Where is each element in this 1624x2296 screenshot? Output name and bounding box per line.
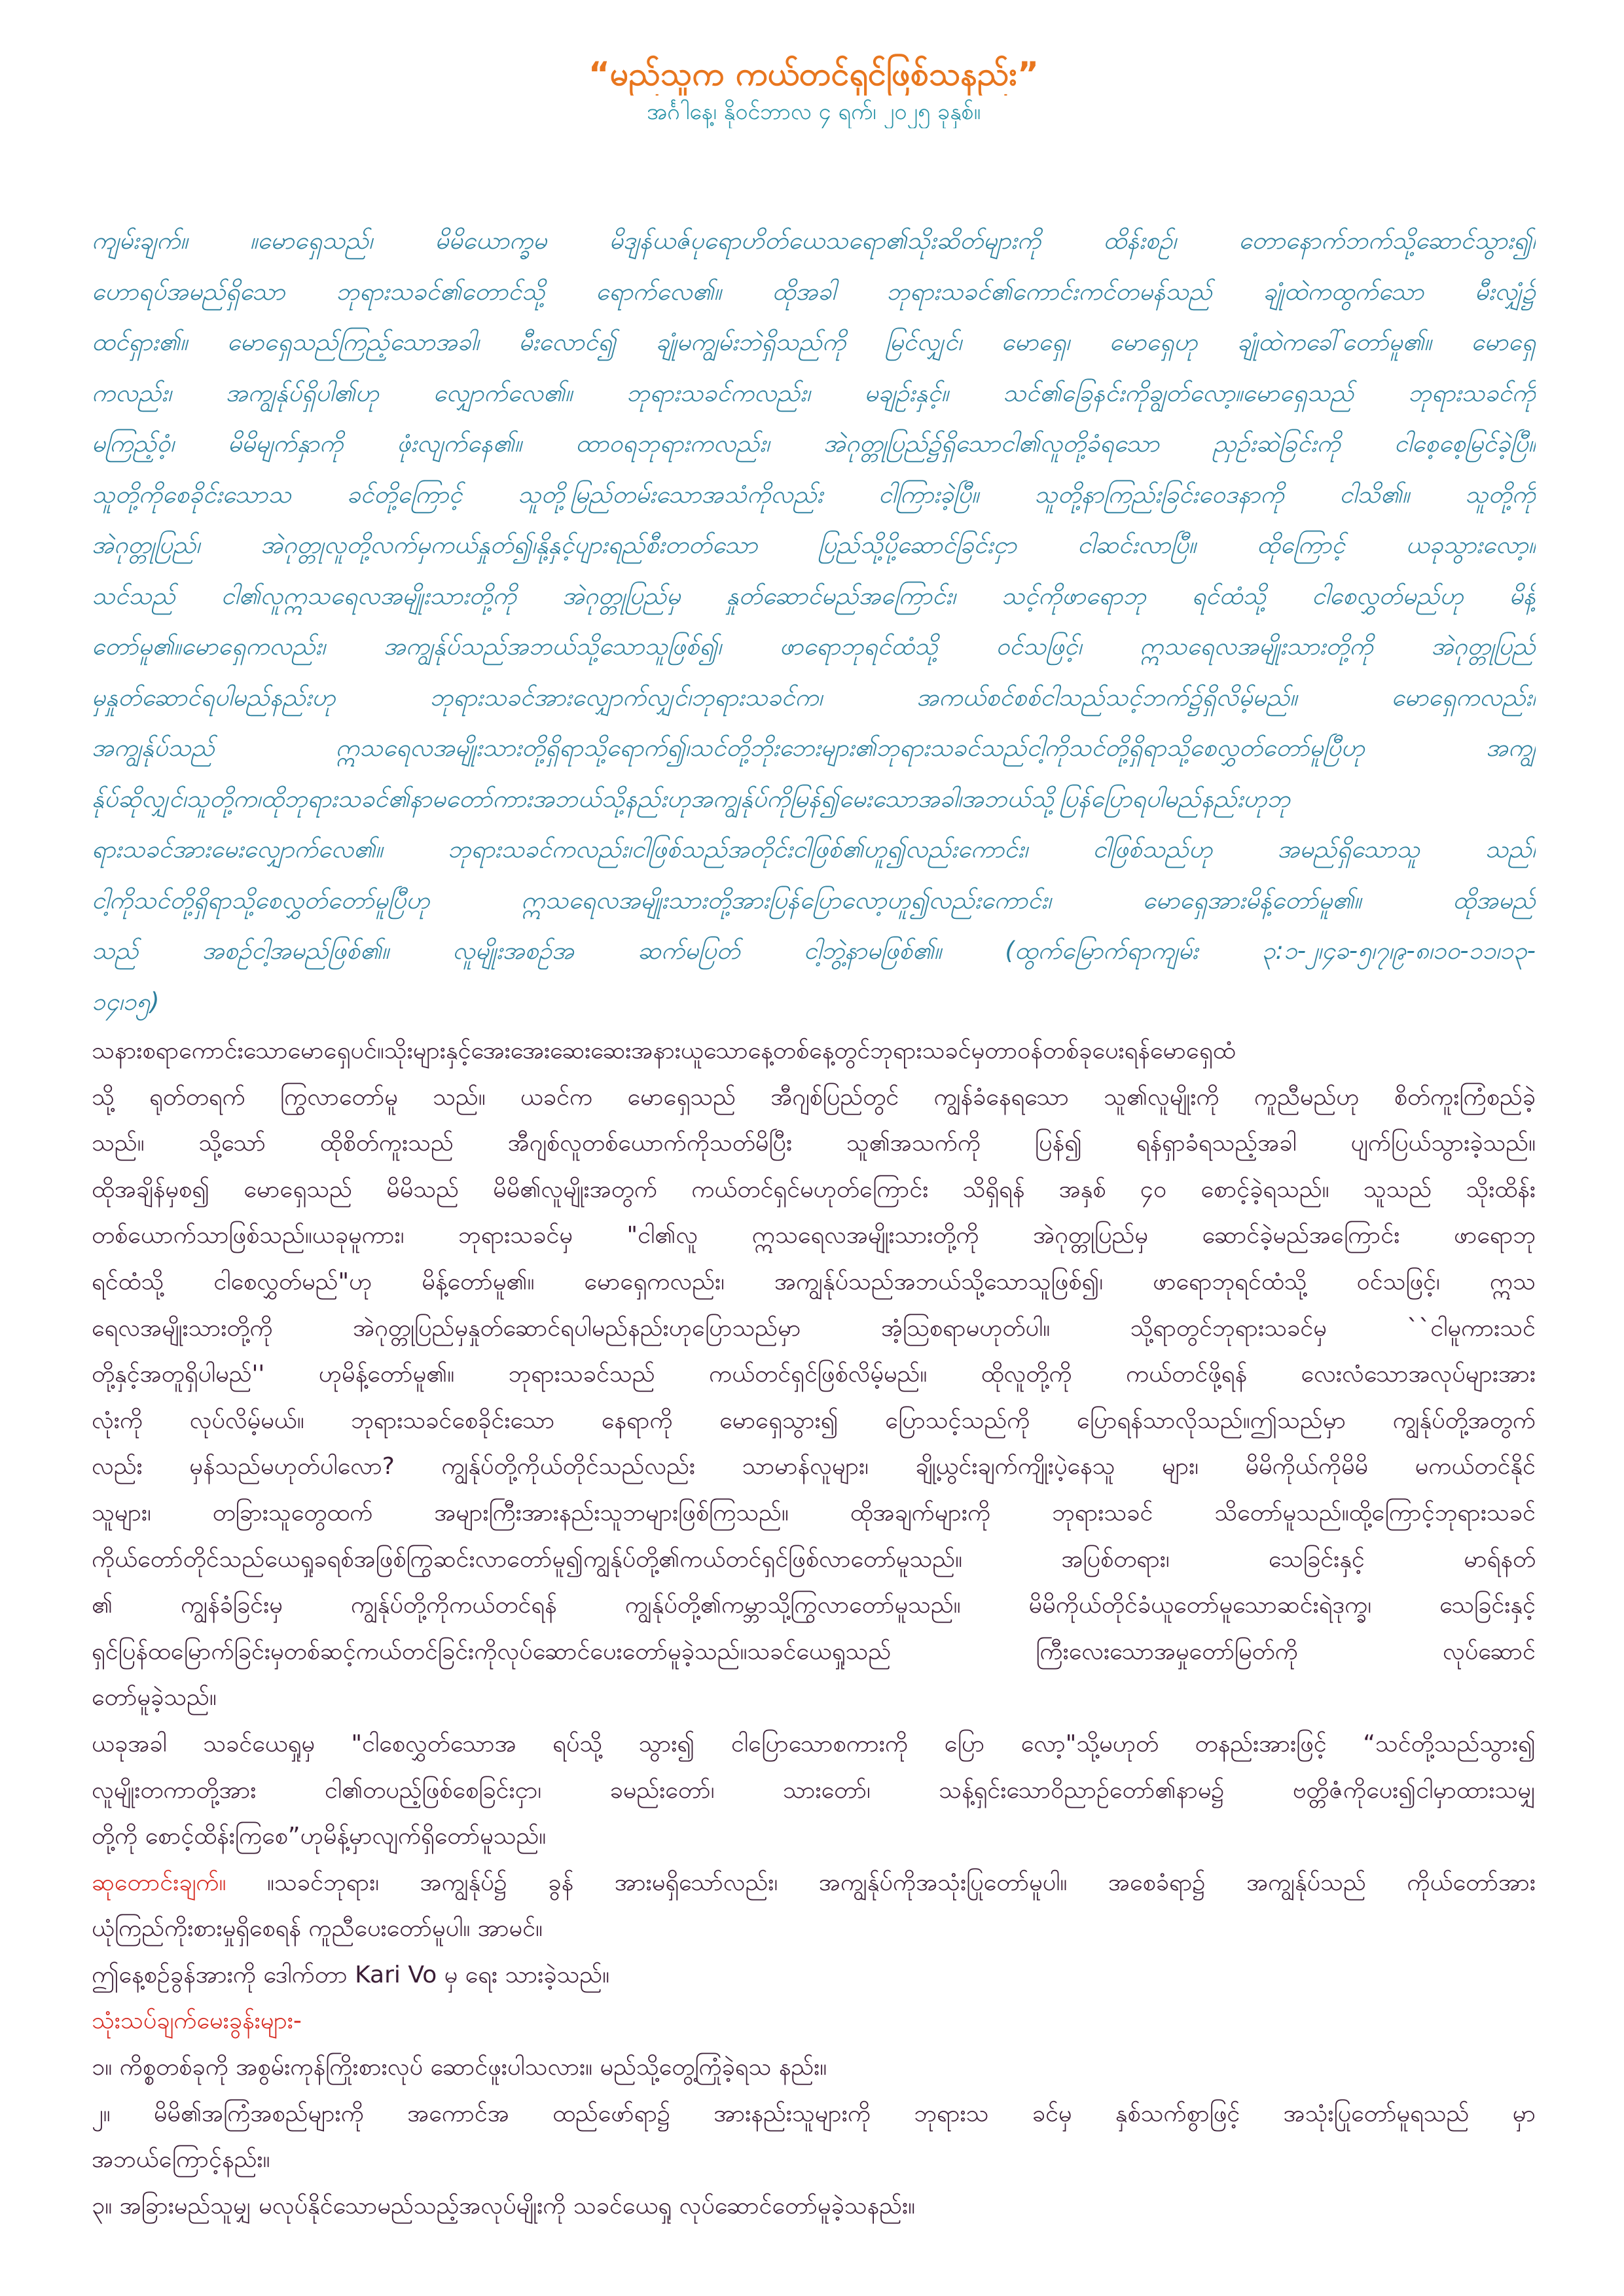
paragraph-1-line: ရင်ထံသို့ ငါစေလွှတ်မည်"ဟု မိန့်တော်မူ၏။ မောရှေကလည်း၊ အကျွန်ုပ်သည်အဘယ်သို့သောသူဖြစ်၍၊ ဖာရောဘုရင်ထံသို့ ဝင်သဖြင့်၊ ဣသ — [92, 1268, 1536, 1295]
prayer-line — [92, 1860, 1536, 1907]
questions-heading: သုံးသပ်ချက်မေးခွန်းများ- — [92, 2007, 302, 2035]
scripture-line: ဟောရပ်အမည်ရှိသော ဘုရားသခင်၏တောင်သို့ ရောက်လေ၏။ ထိုအခါ ဘုရားသခင်၏ကောင်းကင်တမန်သည် ချုံထဲကထွက်သော မီးလျှံ၌ — [92, 277, 1536, 306]
paragraph-1-line: လုံးကို လုပ်လိမ့်မယ်။ ဘုရားသခင်စေခိုင်းသော နေရာကို မောရှေသွား၍ ပြောသင့်သည်ကို ပြောရန်သာလိုသည်။ဤသည်မှာ ကျွန်ုပ်တို့အတွက် — [92, 1407, 1536, 1434]
scripture-line: အကျွန်ုပ်သည် ဣသရေလအမျိုးသားတို့ရှိရာသို့ရောက်၍၊သင်တို့ဘိုးဘေးများ၏ဘုရားသခင်သည်ငါ့ကိုသင်တို့ရှိရာသို့စေလွှတ်တော်မူပြီဟု အကျွ — [92, 734, 1536, 762]
document-title: “မည်သူက ကယ်တင်ရှင်ဖြစ်သနည်း” — [588, 55, 1039, 93]
paragraph-1-line: သနားစရာကောင်းသောမောရှေပင်။သိုးများနှင့်အေးအေးဆေးဆေးအနားယူသောနေ့တစ်နေ့တွင်ဘုရားသခင်မှတာဝန်တစ်ခုပေးရန်မောရှေထံ — [92, 1037, 1236, 1064]
paragraph-1-line: လည်း မှန်သည်မဟုတ်ပါလော? ကျွန်ုပ်တို့ကိုယ်တိုင်သည်လည်း သာမာန်လူများ၊ ချို့ယွင်းချက်ကျိုးပဲ့နေသူ များ၊ မိမိကိုယ်ကိုမိမိ မကယ်တင်နိုင် — [92, 1453, 1536, 1480]
question-item: ၃။ အခြားမည်သူမျှ မလုပ်နိုင်သောမည်သည့်အလုပ်မျိုးကို သခင်ယေရှု လုပ်ဆောင်တော်မူခဲ့သနည်း။ — [92, 2192, 915, 2219]
paragraph-1-line: ရှင်ပြန်ထမြောက်ခြင်းမှတစ်ဆင့်ကယ်တင်ခြင်းကိုလုပ်ဆောင်ပေးတော်မူခဲ့သည်။သခင်ယေရှုသည် ကြီးလေးသောအမှုတော်မြတ်ကို လုပ်ဆောင် — [92, 1638, 1536, 1665]
scripture-line: ကျမ်းချက်။ ။မောရှေသည်၊ မိမိယောက္ခမ မိဒျန်ယဇ်ပုရောဟိတ်ယေသရော၏သိုးဆိတ်များကို ထိန်းစဉ်၊ တောနောက်ဘက်သို့ဆောင်သွား၍၊ — [92, 226, 1536, 255]
paragraph-1-line: ၏ ကျွန်ခံခြင်းမှ ကျွန်ုပ်တို့ကိုကယ်တင်ရန် ကျွန်ုပ်တို့၏ကမ္ဘာသို့ကြွလာတော်မူသည်။ မိမိကိုယ်တိုင်ခံယူတော်မူသောဆင်းရဲဒုက္ခ၊ သေခြင်းနှင့် — [92, 1592, 1536, 1619]
document-date: အင်္ဂါနေ့၊ နိုဝင်ဘာလ ၄ ရက်၊ ၂၀၂၅ ခုနှစ်။ — [646, 99, 981, 125]
question-item-continued: အဘယ်ကြောင့်နည်း။ — [92, 2146, 270, 2174]
paragraph-2-line: လူမျိုးတကာတို့အား ငါ၏တပည့်ဖြစ်စေခြင်းငှာ၊ ခမည်းတော်၊ သားတော်၊ သန့်ရှင်းသောဝိညာဉ်တော်၏နာမ၌ ဗတ္တိဇံကိုပေး၍ငါမှာထားသမျှ — [92, 1776, 1536, 1804]
prayer-label: ဆုတောင်းချက်။ — [92, 1869, 226, 1896]
scripture-line: ကလည်း၊ အကျွန်ုပ်ရှိပါ၏ဟု လျှောက်လေ၏။ ဘုရားသခင်ကလည်း၊ မချဉ်းနှင့်။ သင်၏ခြေနင်းကိုချွတ်လော့။မောရှေသည် ဘုရားသခင်ကို — [92, 378, 1536, 407]
question-item: ၂။ မိမိ၏အကြံအစည်များကို အကောင်အ ထည်ဖော်ရာ၌ အားနည်းသူများကို ဘုရားသ ခင်မှ နှစ်သက်စွာဖြင့် အသုံးပြုတော်မူရသည် မှာ — [92, 2100, 1536, 2127]
paragraph-1-line: သို့ ရုတ်တရက် ကြွလာတော်မူ သည်။ ယခင်က မောရှေသည် အီဂျစ်ပြည်တွင် ကျွန်ခံနေရသော သူ၏လူမျိုးကို ကူညီမည်ဟု စိတ်ကူးကြံစည်ခဲ့ — [92, 1083, 1536, 1111]
paragraph-1-line: တို့နှင့်အတူရှိပါမည်'' ဟုမိန့်တော်မူ၏။ ဘုရားသခင်သည် ကယ်တင်ရှင်ဖြစ်လိမ့်မည်။ ထိုလူတို့ကို ကယ်တင်ဖို့ရန် လေးလံသောအလုပ်များအား — [92, 1361, 1536, 1388]
prayer-line: ယုံကြည်ကိုးစားမှုရှိစေရန် ကူညီပေးတော်မူပါ။ အာမင်။ — [92, 1915, 543, 1943]
paragraph-1-line: သူများ၊ တခြားသူတွေထက် အများကြီးအားနည်းသူဘများဖြစ်ကြသည်။ ထိုအချက်များကို ဘုရားသခင် သိတော်မူသည်။ထို့ကြောင့်ဘုရားသခင် — [92, 1499, 1536, 1526]
scripture-line: သည် အစဉ်ငါ့အမည်ဖြစ်၏။ လူမျိုးအစဉ်အ ဆက်မပြတ် ငါ့ဘွဲ့နာမဖြစ်၏။ (ထွက်မြောက်ရာကျမ်း ၃:၁-၂၊၄ခ-၅၊၇၊၉-၈၊၁၀-၁၁၊၁၃- — [92, 937, 1536, 965]
paragraph-1-line: တစ်ယောက်သာဖြစ်သည်။ယခုမူကား၊ ဘုရားသခင်မှ "ငါ၏လူ ဣသရေလအမျိုးသားတို့ကို အဲဂုတ္တုပြည်မှ ဆောင်ခဲ့မည်အကြောင်း ဖာရောဘု — [92, 1222, 1536, 1249]
prayer-text: ။သခင်ဘုရား၊ အကျွန်ုပ်၌ ခွန် အားမရှိသော်လည်း၊ အကျွန်ုပ်ကိုအသုံးပြုတော်မူပါ။ အစေခံရာ၌ အကျွန်ုပ်သည် ကိုယ်တော်အား — [226, 1869, 1536, 1896]
devotion-body — [92, 1028, 1536, 2230]
scripture-line: အဲဂုတ္တုပြည်၊ အဲဂုတ္တုလူတို့လက်မှကယ်နှုတ်၍၊နို့နှင့်ပျားရည်စီးတတ်သော ပြည်သို့ပို့ဆောင်ခြင်းငှာ ငါဆင်းလာပြီ။ ထိုကြောင့် ယခုသွားလော့။ — [92, 531, 1536, 559]
scripture-line: ငါ့ကိုသင်တို့ရှိရာသို့စေလွှတ်တော်မူပြီဟု ဣသရေလအမျိုးသားတို့အားပြန်ပြောလော့ဟူ၍လည်းကောင်း၊ မောရှေအားမိန့်တော်မူ၏။ ထိုအမည် — [92, 886, 1536, 914]
scripture-passage — [92, 215, 1536, 1027]
scripture-line: သင်သည် ငါ၏လူဣသရေလအမျိုးသားတို့ကို အဲဂုတ္တုပြည်မှ နှုတ်ဆောင်မည်အကြောင်း၊ သင့်ကိုဖာရောဘု ရင်ထံသို့ ငါစေလွှတ်မည်ဟု မိန့် — [92, 581, 1536, 610]
paragraph-1-line: ထိုအချိန်မှစ၍ မောရှေသည် မိမိသည် မိမိ၏လူမျိုးအတွက် ကယ်တင်ရှင်မဟုတ်ကြောင်း သိရှိရန် အနှစ် ၄၀ စောင့်ခဲ့ရသည်။ သူသည် သိုးထိန်း — [92, 1175, 1536, 1203]
question-item: ၁။ ကိစ္စတစ်ခုကို အစွမ်းကုန်ကြိုးစားလုပ် ဆောင်ဖူးပါသလား။ မည်သို့တွေ့ကြုံခဲ့ရသ နည်း။ — [92, 2054, 827, 2081]
paragraph-1-line: ရေလအမျိုးသားတို့ကို အဲဂုတ္တုပြည်မှနှုတ်ဆောင်ရပါမည်နည်းဟုပြောသည်မှာ အံ့သြစရာမဟုတ်ပါ။ သို့ရာတွင်ဘုရားသခင်မှ ``ငါမူကားသင် — [92, 1314, 1536, 1342]
paragraph-2-line: တို့ကို စောင့်ထိန်းကြစေ”ဟုမိန့်မှာလျက်ရှိတော်မူသည်။ — [92, 1823, 547, 1850]
scripture-line: မကြည့်ဝံ့၊ မိမိမျက်နှာကို ဖုံးလျက်နေ၏။ ထာဝရဘုရားကလည်း၊ အဲဂုတ္တုပြည်၌ရှိသောငါ၏လူတို့ခံရသော ညှဉ်းဆဲခြင်းကို ငါစေ့စေ့မြင်ခဲ့ပြီ။ — [92, 429, 1536, 457]
scripture-line: သူတို့ကိုစေခိုင်းသောသ ခင်တို့ကြောင့် သူတို့မြည်တမ်းသောအသံကိုလည်း ငါကြားခဲ့ပြီ။ သူတို့နာကြည်းခြင်းဝေဒနာကို ငါသိ၏။ သူတို့ကို — [92, 480, 1536, 509]
scripture-reference-end: ၁၄၊၁၅) — [92, 987, 160, 1016]
paragraph-1-line: တော်မူခဲ့သည်။ — [92, 1684, 217, 1712]
author-credit: ဤနေ့စဉ်ခွန်အားကို ဒေါက်တာ Kari Vo မှ ရေး သားခဲ့သည်။ — [92, 1961, 609, 1988]
paragraph-1-line: ကိုယ်တော်တိုင်သည်ယေရှုခရစ်အဖြစ်ကြွဆင်းလာတော်မူ၍ကျွန်ုပ်တို့၏ကယ်တင်ရှင်ဖြစ်လာတော်မူသည်။ အပြစ်တရား၊ သေခြင်းနှင့် မာရ်နတ် — [92, 1545, 1536, 1573]
paragraph-1-line: သည်။ သို့သော် ထိုစိတ်ကူးသည် အီဂျစ်လူတစ်ယောက်ကိုသတ်မိပြီး သူ၏အသက်ကို ပြန်၍ ရန်ရှာခံရသည့်အခါ ပျက်ပြယ်သွားခဲ့သည်။ — [92, 1130, 1536, 1157]
scripture-line: ရားသခင်အားမေးလျှောက်လေ၏။ ဘုရားသခင်ကလည်း၊ငါဖြစ်သည်အတိုင်းငါဖြစ်၏ဟူ၍လည်းကောင်း၊ ငါဖြစ်သည်ဟု အမည်ရှိသောသူ သည်၊ — [92, 835, 1536, 863]
scripture-line: မှနှုတ်ဆောင်ရပါမည်နည်းဟု ဘုရားသခင်အားလျှောက်လျှင်၊ဘုရားသခင်က၊ အကယ်စင်စစ်ငါသည်သင့်ဘက်၌ရှိလိမ့်မည်။ မောရှေကလည်း၊ — [92, 683, 1536, 711]
scripture-line: တော်မူ၏။မောရှေကလည်း၊ အကျွန်ုပ်သည်အဘယ်သို့သောသူဖြစ်၍၊ ဖာရောဘုရင်ထံသို့ ဝင်သဖြင့်၊ ဣသရေလအမျိုးသားတို့ကို အဲဂုတ္တုပြည် — [92, 632, 1536, 660]
scripture-line: န်ုပ်ဆိုလျှင်၊သူတို့က၊ထိုဘုရားသခင်၏နာမတော်ကားအဘယ်သို့နည်းဟုအကျွန်ုပ်ကိုမြန်၍မေးသောအခါ၊အဘယ်သို့ပြန်ပြောရပါမည်နည်းဟုဘု — [92, 784, 1291, 813]
scripture-line: ထင်ရှား၏။ မောရှေသည်ကြည့်သောအခါ၊ မီးလောင်၍ ချုံမကျွမ်းဘဲရှိသည်ကို မြင်လျှင်၊ မောရှေ၊ မောရှေဟု ချုံထဲကခေါ်တော်မူ၏။ မောရှေ — [92, 328, 1536, 356]
paragraph-2-line: ယခုအခါ သခင်ယေရှုမှ "ငါစေလွှတ်သောအ ရပ်သို့ သွား၍ ငါပြောသောစကားကို ပြော လော့"သို့မဟုတ် တနည်းအားဖြင့် “သင်တို့သည်သွား၍ — [92, 1730, 1536, 1757]
